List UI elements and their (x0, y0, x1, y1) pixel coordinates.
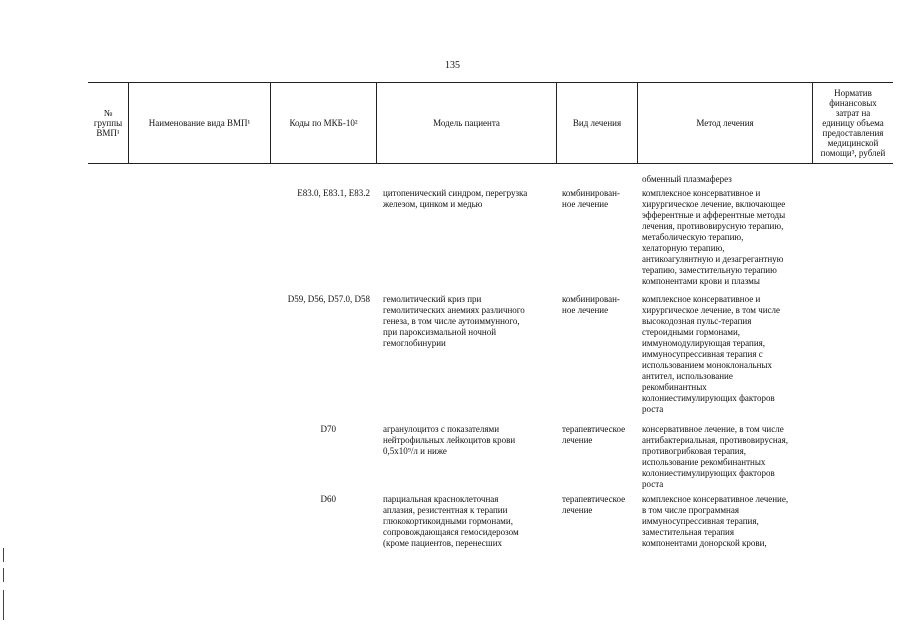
header-financial-norm: Норматив финансовых затрат на единицу объема предоставления медицинской помощи³, рублей (820, 88, 886, 158)
patient-model-cell: цитопенический синдром, перегрузка железом, цинком и медью (383, 188, 528, 209)
patient-model-cell: агранулоцитоз с показателями нейтрофильных лейкоцитов крови 0,5x10⁹/л и ниже (383, 424, 516, 456)
icd-codes-cell: D59, D56, D57.0, D58 (287, 294, 370, 304)
treatment-type-cell: комбинирован- ное лечение (562, 188, 620, 209)
header-treatment-type: Вид лечения (572, 118, 622, 128)
scan-margin-mark (3, 568, 4, 582)
method-continuation-text: обменный плазмаферез (642, 174, 732, 184)
table-top-rule (88, 82, 893, 83)
scan-margin-mark (3, 548, 4, 562)
header-patient-model: Модель пациента (433, 118, 500, 128)
patient-model-cell: парциальная красноклеточная аплазия, резистентная к терапии глюкокортикоидными гормонами, сопровождающаяся гемосидерозом (кроме пациентов, перенесших (383, 494, 519, 548)
header-bottom-rule (88, 163, 893, 164)
treatment-type-cell: комбинирован- ное лечение (562, 294, 620, 315)
icd-codes-cell: D70 (320, 424, 336, 434)
treatment-method-cell: комплексное консервативное и хирургическое лечение, включающее эфферентные и афферентные методы лечения, противовирусную терапию, метаболическую терапию, хелаторную терапию, антикоагулянтную и дезагрегантную терапию, заместительную терапию компонентами крови и плазмы (642, 188, 786, 286)
treatment-type-cell: терапевтическое лечение (562, 424, 626, 445)
page-number: 135 (445, 60, 460, 71)
treatment-method-cell: комплексное консервативное лечение, в том числе программная иммуносупрессивная терапия, заместительная терапия компонентами донорской крови, (642, 494, 789, 548)
patient-model-cell: гемолитический криз при гемолитических анемиях различного генеза, в том числе аутоиммунного, при пароксизмальной ночной гемоглобинурии (383, 294, 525, 348)
treatment-type-cell: терапевтическое лечение (562, 494, 626, 515)
treatment-method-cell: консервативное лечение, в том числе антибактериальная, противовирусная, противогрибковая терапия, использование рекомбинантных колониестимулирующих факторов роста (642, 424, 789, 489)
header-treatment-method: Метод лечения (696, 118, 754, 128)
treatment-method-cell: комплексное консервативное и хирургическое лечение, в том числе высокодозная пульс-терапия стероидными гормонами, иммуномодулирующая терапия, иммуносупрессивная терапия с использованием моноклональных антител, использование рекомбинантных колониестимулирующих факторов роста (642, 294, 781, 414)
icd-codes-cell: D60 (320, 494, 336, 504)
header-group-number: № группы ВМП¹ (93, 108, 123, 138)
header-icd-codes: Коды по МКБ-10² (289, 118, 358, 128)
icd-codes-cell: E83.0, E83.1, E83.2 (297, 188, 370, 198)
header-vmp-name: Наименование вида ВМП¹ (148, 118, 251, 128)
scan-margin-mark (3, 590, 4, 620)
